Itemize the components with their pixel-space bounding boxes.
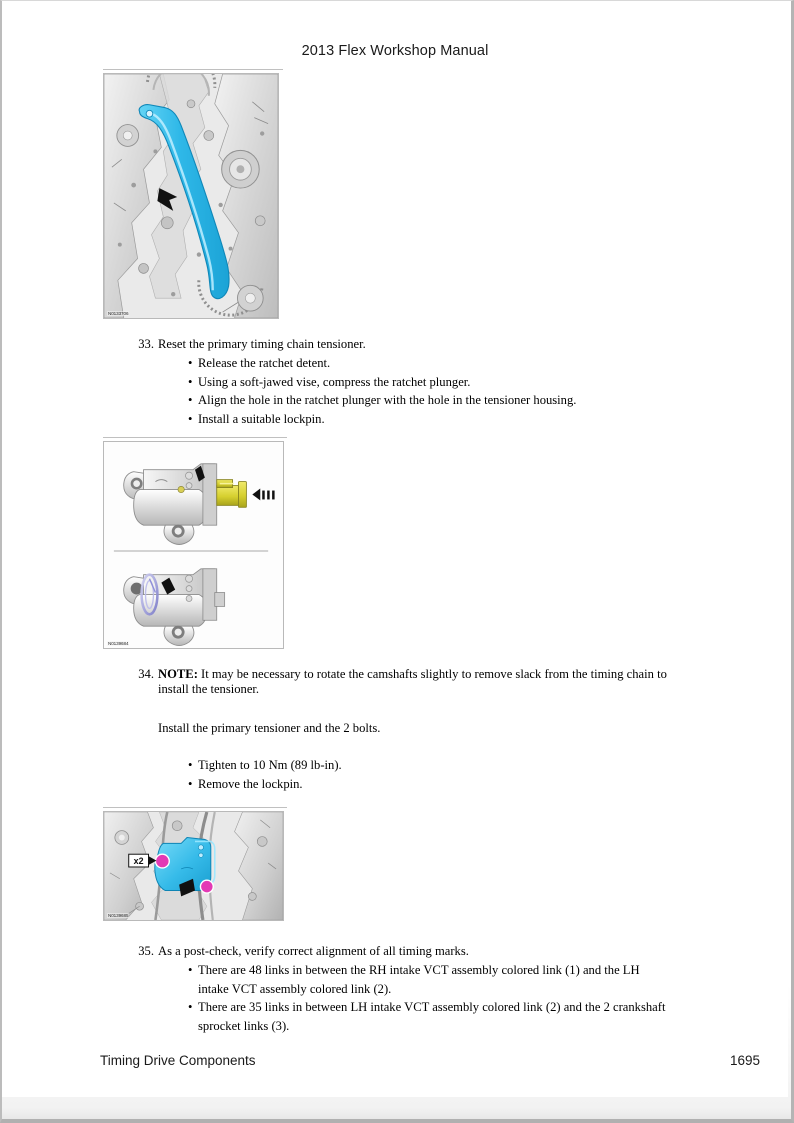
list-item: • There are 48 links in between the RH intake VCT assembly colored link (1) and the LH intake VCT assembly colored link (2). <box>188 963 640 996</box>
figure-tensioner-installed <box>103 807 287 923</box>
step-34-note-text: It may be necessary to rotate the camshafts slightly to remove slack from the timing chain to <box>197 667 667 681</box>
step-34 <box>128 667 778 698</box>
step-34-number: 34. <box>138 667 154 681</box>
bullet-icon: • <box>188 1000 193 1015</box>
page-canvas <box>2 1 788 1097</box>
svg-text:x2: x2 <box>133 856 144 867</box>
bullet-icon: • <box>188 393 193 408</box>
figure-id-label: N0133706 <box>108 311 129 316</box>
step-33-number: 33. <box>138 337 154 351</box>
page-footer <box>100 1053 760 1068</box>
step-35-bullets <box>188 961 788 1035</box>
bullet-icon: • <box>188 963 193 977</box>
figure-rule <box>103 69 283 70</box>
engine-illustration-3 <box>104 812 283 920</box>
step-34-paragraph-text: Install the primary tensioner and the 2 bolts. <box>158 721 381 735</box>
bullet-icon: • <box>188 758 193 772</box>
bolt-marker <box>155 854 169 868</box>
step-35-text: As a post-check, verify correct alignment of all timing marks. <box>158 944 469 958</box>
step-33 <box>128 337 768 352</box>
step-33-bullets <box>188 354 768 428</box>
step-34-note-line-2: install the tensioner. <box>158 682 260 697</box>
figure-id-label: N0139684 <box>108 641 129 646</box>
step-35 <box>128 944 778 959</box>
list-item: • Install a suitable lockpin. <box>188 410 768 429</box>
list-item: • Remove the lockpin. <box>188 775 768 794</box>
figure-image-3 <box>103 811 284 921</box>
figure-tensioner-lockpin <box>103 437 287 651</box>
list-item: • Release the ratchet detent. <box>188 354 768 373</box>
bullet-icon: • <box>188 776 193 791</box>
list-item: • Align the hole in the ratchet plunger with the hole in the tensioner housing. <box>188 391 768 410</box>
note-label: NOTE: <box>158 667 198 681</box>
bullet-icon: • <box>188 356 193 370</box>
engine-illustration-1 <box>104 74 278 318</box>
figure-rule <box>103 437 287 438</box>
step-34-paragraph <box>128 721 778 736</box>
figure-id-label: N0139685 <box>108 913 129 918</box>
list-item: • Using a soft-jawed vise, compress the ratchet plunger. <box>188 373 768 392</box>
bullet-icon: • <box>188 374 193 389</box>
step-35-number: 35. <box>138 944 154 958</box>
page-title: 2013 Flex Workshop Manual <box>301 43 489 59</box>
step-33-text: Reset the primary timing chain tensioner. <box>158 337 366 351</box>
footer-page-number: 1695 <box>729 1053 760 1068</box>
figure-timing-chain-guide <box>103 69 283 321</box>
tensioner-illustration <box>104 442 283 648</box>
figure-rule <box>103 807 287 808</box>
bullet-icon: • <box>188 411 193 426</box>
list-item: • There are 35 links in between LH intake VCT assembly colored link (2) and the 2 crankshaft sprocket links (3). <box>188 1000 666 1033</box>
figure-image-2 <box>103 441 284 649</box>
footer-section-title: Timing Drive Components <box>100 1053 256 1068</box>
step-34-bullets <box>188 756 768 793</box>
figure-image-1 <box>103 73 279 319</box>
step-34-note-line-1 <box>158 667 778 682</box>
bolt-marker <box>200 880 213 893</box>
list-item: • Tighten to 10 Nm (89 lb-in). <box>188 756 768 775</box>
